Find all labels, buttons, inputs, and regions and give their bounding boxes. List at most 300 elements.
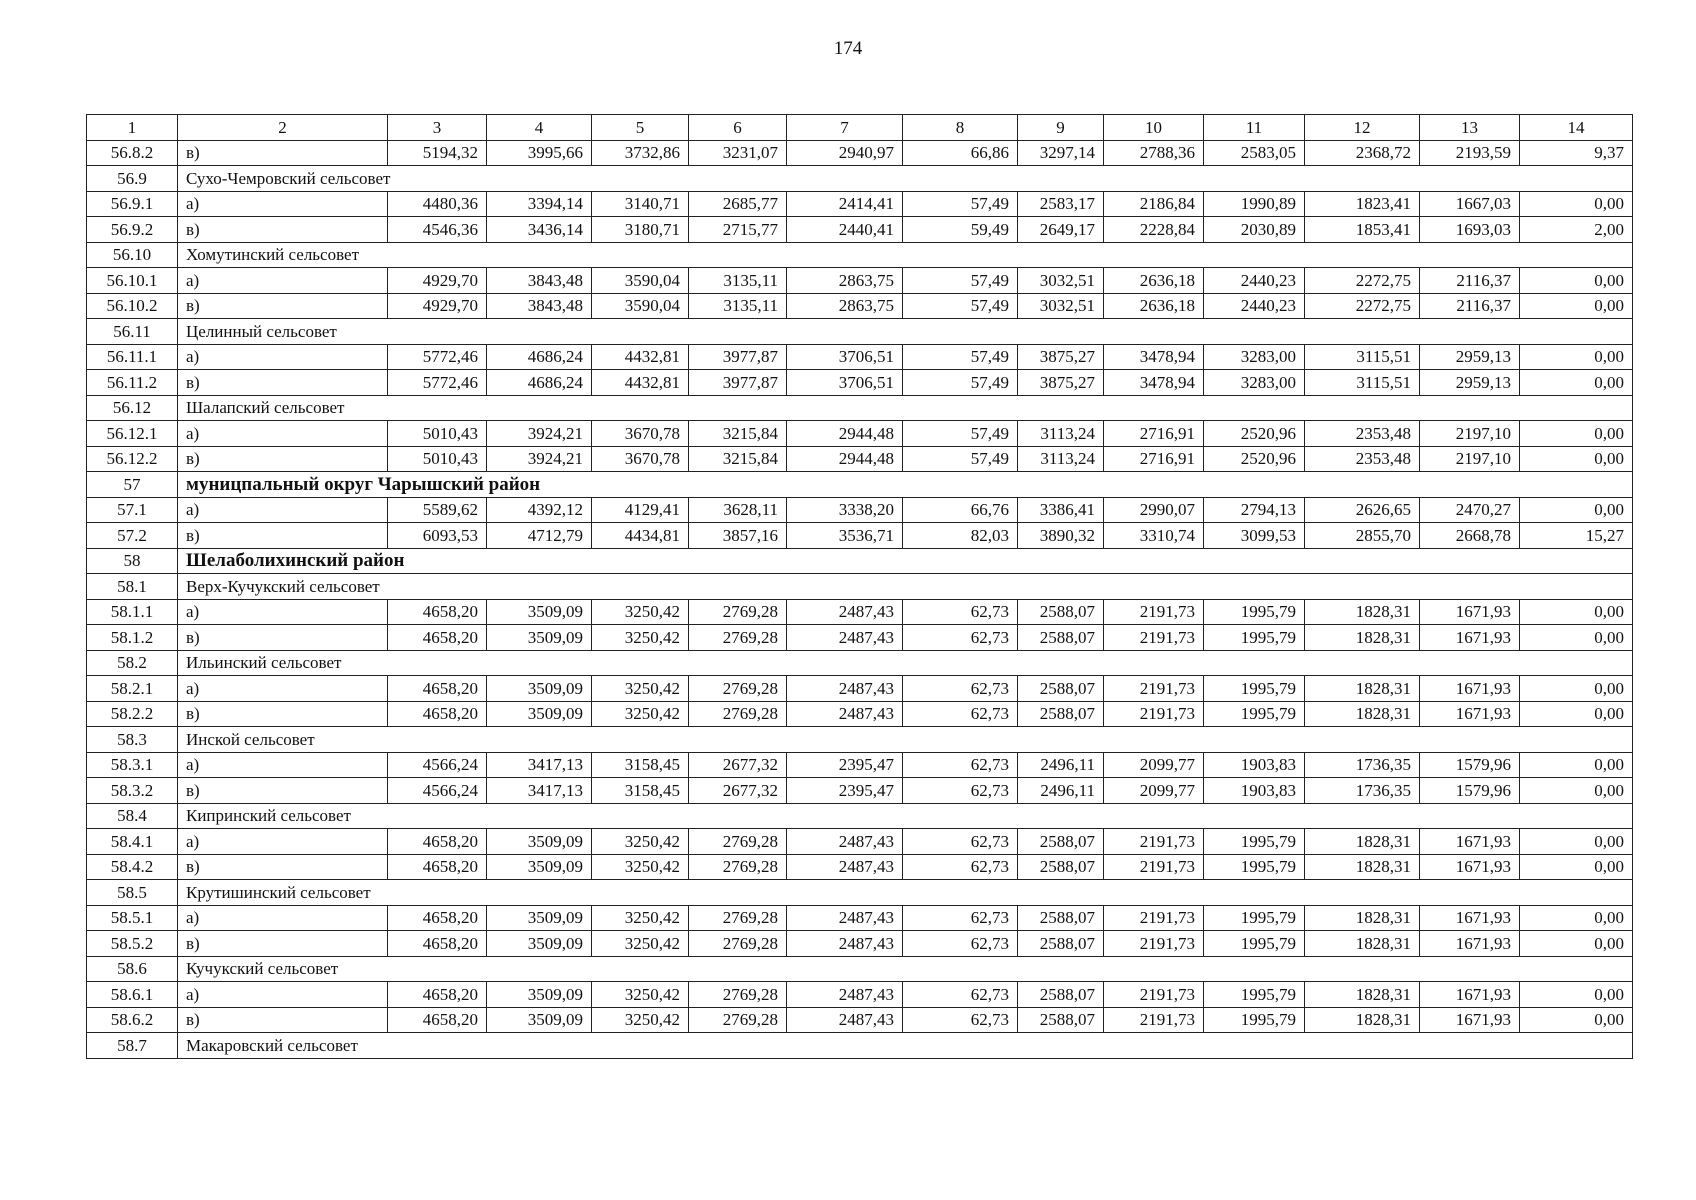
row-label: а): [178, 421, 388, 447]
section-title: Инской сельсовет: [178, 727, 1633, 753]
value-cell: 1671,93: [1420, 982, 1520, 1008]
value-cell: 4546,36: [388, 217, 487, 243]
value-cell: 3231,07: [689, 140, 787, 166]
value-cell: 3843,48: [487, 293, 592, 319]
value-cell: 3250,42: [592, 676, 689, 702]
row-number: 58.2: [87, 650, 178, 676]
value-cell: 2769,28: [689, 701, 787, 727]
row-number: 58.4.1: [87, 829, 178, 855]
section-title: Шалапский сельсовет: [178, 395, 1633, 421]
value-cell: 57,49: [903, 421, 1018, 447]
value-cell: 2193,59: [1420, 140, 1520, 166]
value-cell: 3890,32: [1018, 523, 1104, 549]
row-label: а): [178, 982, 388, 1008]
value-cell: 4566,24: [388, 778, 487, 804]
value-cell: 2863,75: [787, 268, 903, 294]
value-cell: 3857,16: [689, 523, 787, 549]
row-number: 56.11: [87, 319, 178, 345]
row-number: 58.3.1: [87, 752, 178, 778]
value-cell: 0,00: [1520, 421, 1633, 447]
value-cell: 1671,93: [1420, 701, 1520, 727]
value-cell: 62,73: [903, 854, 1018, 880]
value-cell: 2496,11: [1018, 752, 1104, 778]
value-cell: 2414,41: [787, 191, 903, 217]
value-cell: 2855,70: [1305, 523, 1420, 549]
table-row: [87, 1007, 1633, 1033]
value-cell: 3509,09: [487, 905, 592, 931]
value-cell: 1828,31: [1305, 854, 1420, 880]
row-number: 58.4.2: [87, 854, 178, 880]
value-cell: 2588,07: [1018, 931, 1104, 957]
column-header: 12: [1305, 115, 1420, 141]
value-cell: 4658,20: [388, 829, 487, 855]
value-cell: 2769,28: [689, 676, 787, 702]
row-number: 56.11.2: [87, 370, 178, 396]
value-cell: 4392,12: [487, 497, 592, 523]
section-header-row: [87, 1033, 1633, 1059]
row-label: а): [178, 191, 388, 217]
row-number: 58.1: [87, 574, 178, 600]
value-cell: 1995,79: [1204, 829, 1305, 855]
row-number: 58.2.1: [87, 676, 178, 702]
section-title: Кипринский сельсовет: [178, 803, 1633, 829]
value-cell: 0,00: [1520, 370, 1633, 396]
value-cell: 2440,41: [787, 217, 903, 243]
value-cell: 2116,37: [1420, 293, 1520, 319]
value-cell: 0,00: [1520, 599, 1633, 625]
value-cell: 0,00: [1520, 752, 1633, 778]
value-cell: 6093,53: [388, 523, 487, 549]
value-cell: 3113,24: [1018, 446, 1104, 472]
value-cell: 3706,51: [787, 344, 903, 370]
section-header-row: [87, 650, 1633, 676]
value-cell: 1995,79: [1204, 982, 1305, 1008]
value-cell: 82,03: [903, 523, 1018, 549]
section-title: Сухо-Чемровский сельсовет: [178, 166, 1633, 192]
value-cell: 4566,24: [388, 752, 487, 778]
table-row: [87, 497, 1633, 523]
value-cell: 3158,45: [592, 752, 689, 778]
value-cell: 2353,48: [1305, 446, 1420, 472]
value-cell: 1671,93: [1420, 1007, 1520, 1033]
section-header-row: [87, 395, 1633, 421]
value-cell: 4434,81: [592, 523, 689, 549]
column-header: 2: [178, 115, 388, 141]
row-label: а): [178, 752, 388, 778]
header-row: [87, 115, 1633, 141]
value-cell: 2583,05: [1204, 140, 1305, 166]
value-cell: 0,00: [1520, 1007, 1633, 1033]
page-number: 174: [833, 38, 863, 59]
value-cell: 57,49: [903, 293, 1018, 319]
table-row: [87, 421, 1633, 447]
value-cell: 0,00: [1520, 191, 1633, 217]
section-title: Кучукский сельсовет: [178, 956, 1633, 982]
section-title: Ильинский сельсовет: [178, 650, 1633, 676]
table-row: [87, 982, 1633, 1008]
value-cell: 4686,24: [487, 344, 592, 370]
value-cell: 5772,46: [388, 344, 487, 370]
value-cell: 2863,75: [787, 293, 903, 319]
row-label: а): [178, 905, 388, 931]
row-number: 58.5.2: [87, 931, 178, 957]
value-cell: 3215,84: [689, 421, 787, 447]
row-number: 58.3.2: [87, 778, 178, 804]
value-cell: 4480,36: [388, 191, 487, 217]
column-header: 8: [903, 115, 1018, 141]
section-title: Хомутинский сельсовет: [178, 242, 1633, 268]
value-cell: 1995,79: [1204, 599, 1305, 625]
value-cell: 2191,73: [1104, 931, 1204, 957]
value-cell: 4658,20: [388, 676, 487, 702]
value-cell: 0,00: [1520, 701, 1633, 727]
column-header: 11: [1204, 115, 1305, 141]
row-number: 56.11.1: [87, 344, 178, 370]
value-cell: 2769,28: [689, 854, 787, 880]
row-number: 56.8.2: [87, 140, 178, 166]
value-cell: 1995,79: [1204, 931, 1305, 957]
value-cell: 3250,42: [592, 1007, 689, 1033]
section-header-row: [87, 956, 1633, 982]
row-number: 56.10.2: [87, 293, 178, 319]
value-cell: 2626,65: [1305, 497, 1420, 523]
value-cell: 2677,32: [689, 752, 787, 778]
value-cell: 1995,79: [1204, 854, 1305, 880]
value-cell: 3115,51: [1305, 370, 1420, 396]
value-cell: 0,00: [1520, 905, 1633, 931]
value-cell: 4929,70: [388, 268, 487, 294]
table-row: [87, 854, 1633, 880]
value-cell: 4658,20: [388, 625, 487, 651]
value-cell: 1828,31: [1305, 982, 1420, 1008]
section-header-row: [87, 880, 1633, 906]
value-cell: 0,00: [1520, 446, 1633, 472]
value-cell: 0,00: [1520, 344, 1633, 370]
value-cell: 1579,96: [1420, 778, 1520, 804]
value-cell: 1828,31: [1305, 701, 1420, 727]
section-title: Верх-Кучукский сельсовет: [178, 574, 1633, 600]
value-cell: 3032,51: [1018, 268, 1104, 294]
value-cell: 3338,20: [787, 497, 903, 523]
value-cell: 3509,09: [487, 1007, 592, 1033]
table-row: [87, 446, 1633, 472]
value-cell: 1828,31: [1305, 905, 1420, 931]
value-cell: 2395,47: [787, 752, 903, 778]
district-header-row: [87, 472, 1633, 498]
value-cell: 2470,27: [1420, 497, 1520, 523]
row-label: в): [178, 778, 388, 804]
value-cell: 1667,03: [1420, 191, 1520, 217]
value-cell: 2191,73: [1104, 982, 1204, 1008]
section-header-row: [87, 727, 1633, 753]
value-cell: 2588,07: [1018, 854, 1104, 880]
value-cell: 62,73: [903, 676, 1018, 702]
value-cell: 3115,51: [1305, 344, 1420, 370]
district-header-row: [87, 548, 1633, 574]
value-cell: 3536,71: [787, 523, 903, 549]
value-cell: 2191,73: [1104, 599, 1204, 625]
row-number: 56.9: [87, 166, 178, 192]
value-cell: 3628,11: [689, 497, 787, 523]
row-label: в): [178, 854, 388, 880]
value-cell: 2769,28: [689, 1007, 787, 1033]
table-row: [87, 676, 1633, 702]
value-cell: 2944,48: [787, 446, 903, 472]
value-cell: 2487,43: [787, 701, 903, 727]
row-label: а): [178, 497, 388, 523]
value-cell: 57,49: [903, 191, 1018, 217]
value-cell: 2116,37: [1420, 268, 1520, 294]
value-cell: 2588,07: [1018, 1007, 1104, 1033]
value-cell: 3509,09: [487, 931, 592, 957]
value-cell: 57,49: [903, 344, 1018, 370]
row-label: в): [178, 701, 388, 727]
column-header: 5: [592, 115, 689, 141]
value-cell: 1671,93: [1420, 829, 1520, 855]
value-cell: 3590,04: [592, 293, 689, 319]
value-cell: 62,73: [903, 752, 1018, 778]
value-cell: 2788,36: [1104, 140, 1204, 166]
value-cell: 1995,79: [1204, 1007, 1305, 1033]
value-cell: 57,49: [903, 268, 1018, 294]
value-cell: 62,73: [903, 778, 1018, 804]
value-cell: 4658,20: [388, 982, 487, 1008]
value-cell: 2440,23: [1204, 268, 1305, 294]
value-cell: 0,00: [1520, 829, 1633, 855]
value-cell: 1828,31: [1305, 599, 1420, 625]
value-cell: 1990,89: [1204, 191, 1305, 217]
value-cell: 3250,42: [592, 905, 689, 931]
row-label: в): [178, 1007, 388, 1033]
row-label: в): [178, 446, 388, 472]
value-cell: 2186,84: [1104, 191, 1204, 217]
value-cell: 1671,93: [1420, 905, 1520, 931]
value-cell: 59,49: [903, 217, 1018, 243]
row-number: 56.12: [87, 395, 178, 421]
value-cell: 2715,77: [689, 217, 787, 243]
value-cell: 5010,43: [388, 421, 487, 447]
value-cell: 62,73: [903, 931, 1018, 957]
row-label: в): [178, 293, 388, 319]
table-row: [87, 829, 1633, 855]
value-cell: 1693,03: [1420, 217, 1520, 243]
value-cell: 0,00: [1520, 497, 1633, 523]
value-cell: 2588,07: [1018, 599, 1104, 625]
row-label: а): [178, 676, 388, 702]
section-title: Макаровский сельсовет: [178, 1033, 1633, 1059]
value-cell: 1736,35: [1305, 778, 1420, 804]
value-cell: 1671,93: [1420, 625, 1520, 651]
row-number: 58: [87, 548, 178, 574]
value-cell: 2440,23: [1204, 293, 1305, 319]
value-cell: 2487,43: [787, 854, 903, 880]
value-cell: 1995,79: [1204, 905, 1305, 931]
value-cell: 57,49: [903, 370, 1018, 396]
row-number: 56.12.2: [87, 446, 178, 472]
column-header: 3: [388, 115, 487, 141]
value-cell: 2588,07: [1018, 829, 1104, 855]
value-cell: 3250,42: [592, 829, 689, 855]
row-number: 58.2.2: [87, 701, 178, 727]
table-row: [87, 625, 1633, 651]
section-title: Целинный сельсовет: [178, 319, 1633, 345]
row-number: 57: [87, 472, 178, 498]
value-cell: 2353,48: [1305, 421, 1420, 447]
value-cell: 2588,07: [1018, 676, 1104, 702]
value-cell: 0,00: [1520, 676, 1633, 702]
value-cell: 3250,42: [592, 931, 689, 957]
value-cell: 2794,13: [1204, 497, 1305, 523]
column-header: 9: [1018, 115, 1104, 141]
value-cell: 2769,28: [689, 931, 787, 957]
value-cell: 2191,73: [1104, 905, 1204, 931]
column-header: 6: [689, 115, 787, 141]
row-label: в): [178, 140, 388, 166]
value-cell: 2197,10: [1420, 421, 1520, 447]
value-cell: 62,73: [903, 905, 1018, 931]
value-cell: 3250,42: [592, 625, 689, 651]
value-cell: 2520,96: [1204, 421, 1305, 447]
value-cell: 3297,14: [1018, 140, 1104, 166]
value-cell: 3977,87: [689, 370, 787, 396]
value-cell: 3436,14: [487, 217, 592, 243]
value-cell: 1828,31: [1305, 676, 1420, 702]
value-cell: 0,00: [1520, 854, 1633, 880]
value-cell: 2520,96: [1204, 446, 1305, 472]
value-cell: 62,73: [903, 599, 1018, 625]
table-row: [87, 523, 1633, 549]
value-cell: 3924,21: [487, 421, 592, 447]
value-cell: 66,76: [903, 497, 1018, 523]
value-cell: 1671,93: [1420, 599, 1520, 625]
value-cell: 3250,42: [592, 982, 689, 1008]
value-cell: 2959,13: [1420, 344, 1520, 370]
value-cell: 2677,32: [689, 778, 787, 804]
value-cell: 2940,97: [787, 140, 903, 166]
row-label: в): [178, 625, 388, 651]
value-cell: 3215,84: [689, 446, 787, 472]
column-header: 4: [487, 115, 592, 141]
section-header-row: [87, 319, 1633, 345]
value-cell: 3875,27: [1018, 344, 1104, 370]
value-cell: 1828,31: [1305, 1007, 1420, 1033]
value-cell: 2487,43: [787, 676, 903, 702]
value-cell: 2769,28: [689, 905, 787, 931]
value-cell: 1671,93: [1420, 931, 1520, 957]
value-cell: 0,00: [1520, 982, 1633, 1008]
value-cell: 4658,20: [388, 905, 487, 931]
value-cell: 3670,78: [592, 446, 689, 472]
section-title: муницпальный округ Чарышский район: [178, 472, 1633, 498]
value-cell: 57,49: [903, 446, 1018, 472]
row-number: 57.2: [87, 523, 178, 549]
value-cell: 2769,28: [689, 829, 787, 855]
table-row: [87, 701, 1633, 727]
value-cell: 4432,81: [592, 370, 689, 396]
value-cell: 62,73: [903, 982, 1018, 1008]
value-cell: 62,73: [903, 829, 1018, 855]
row-label: а): [178, 344, 388, 370]
value-cell: 2395,47: [787, 778, 903, 804]
value-cell: 2487,43: [787, 905, 903, 931]
value-cell: 4658,20: [388, 599, 487, 625]
table-row: [87, 344, 1633, 370]
value-cell: 4658,20: [388, 1007, 487, 1033]
value-cell: 3135,11: [689, 268, 787, 294]
value-cell: 2588,07: [1018, 905, 1104, 931]
value-cell: 2191,73: [1104, 701, 1204, 727]
column-header: 13: [1420, 115, 1520, 141]
value-cell: 2191,73: [1104, 854, 1204, 880]
value-cell: 3478,94: [1104, 344, 1204, 370]
value-cell: 3283,00: [1204, 344, 1305, 370]
row-number: 56.9.1: [87, 191, 178, 217]
table-row: [87, 370, 1633, 396]
value-cell: 3509,09: [487, 982, 592, 1008]
value-cell: 2716,91: [1104, 421, 1204, 447]
value-cell: 1828,31: [1305, 931, 1420, 957]
value-cell: 3977,87: [689, 344, 787, 370]
value-cell: 2487,43: [787, 829, 903, 855]
value-cell: 2030,89: [1204, 217, 1305, 243]
value-cell: 2583,17: [1018, 191, 1104, 217]
value-cell: 2588,07: [1018, 982, 1104, 1008]
value-cell: 3283,00: [1204, 370, 1305, 396]
value-cell: 4129,41: [592, 497, 689, 523]
value-cell: 2487,43: [787, 625, 903, 651]
value-cell: 3250,42: [592, 599, 689, 625]
table-row: [87, 217, 1633, 243]
column-header: 10: [1104, 115, 1204, 141]
value-cell: 2496,11: [1018, 778, 1104, 804]
value-cell: 1671,93: [1420, 676, 1520, 702]
value-cell: 2685,77: [689, 191, 787, 217]
value-cell: 3158,45: [592, 778, 689, 804]
row-number: 57.1: [87, 497, 178, 523]
value-cell: 2191,73: [1104, 1007, 1204, 1033]
value-cell: 0,00: [1520, 625, 1633, 651]
value-cell: 3180,71: [592, 217, 689, 243]
column-header: 1: [87, 115, 178, 141]
tariff-table: [86, 114, 1633, 1059]
section-title: Крутишинский сельсовет: [178, 880, 1633, 906]
value-cell: 1995,79: [1204, 676, 1305, 702]
row-number: 58.4: [87, 803, 178, 829]
value-cell: 3032,51: [1018, 293, 1104, 319]
row-label: а): [178, 829, 388, 855]
table-row: [87, 268, 1633, 294]
row-number: 56.9.2: [87, 217, 178, 243]
value-cell: 3509,09: [487, 676, 592, 702]
value-cell: 3509,09: [487, 701, 592, 727]
value-cell: 4658,20: [388, 854, 487, 880]
value-cell: 3706,51: [787, 370, 903, 396]
row-number: 58.5.1: [87, 905, 178, 931]
value-cell: 2636,18: [1104, 293, 1204, 319]
value-cell: 2,00: [1520, 217, 1633, 243]
value-cell: 62,73: [903, 1007, 1018, 1033]
row-number: 58.3: [87, 727, 178, 753]
value-cell: 2191,73: [1104, 625, 1204, 651]
section-header-row: [87, 803, 1633, 829]
value-cell: 4432,81: [592, 344, 689, 370]
value-cell: 2272,75: [1305, 293, 1420, 319]
row-label: в): [178, 931, 388, 957]
value-cell: 1823,41: [1305, 191, 1420, 217]
row-number: 56.10: [87, 242, 178, 268]
value-cell: 2944,48: [787, 421, 903, 447]
value-cell: 15,27: [1520, 523, 1633, 549]
